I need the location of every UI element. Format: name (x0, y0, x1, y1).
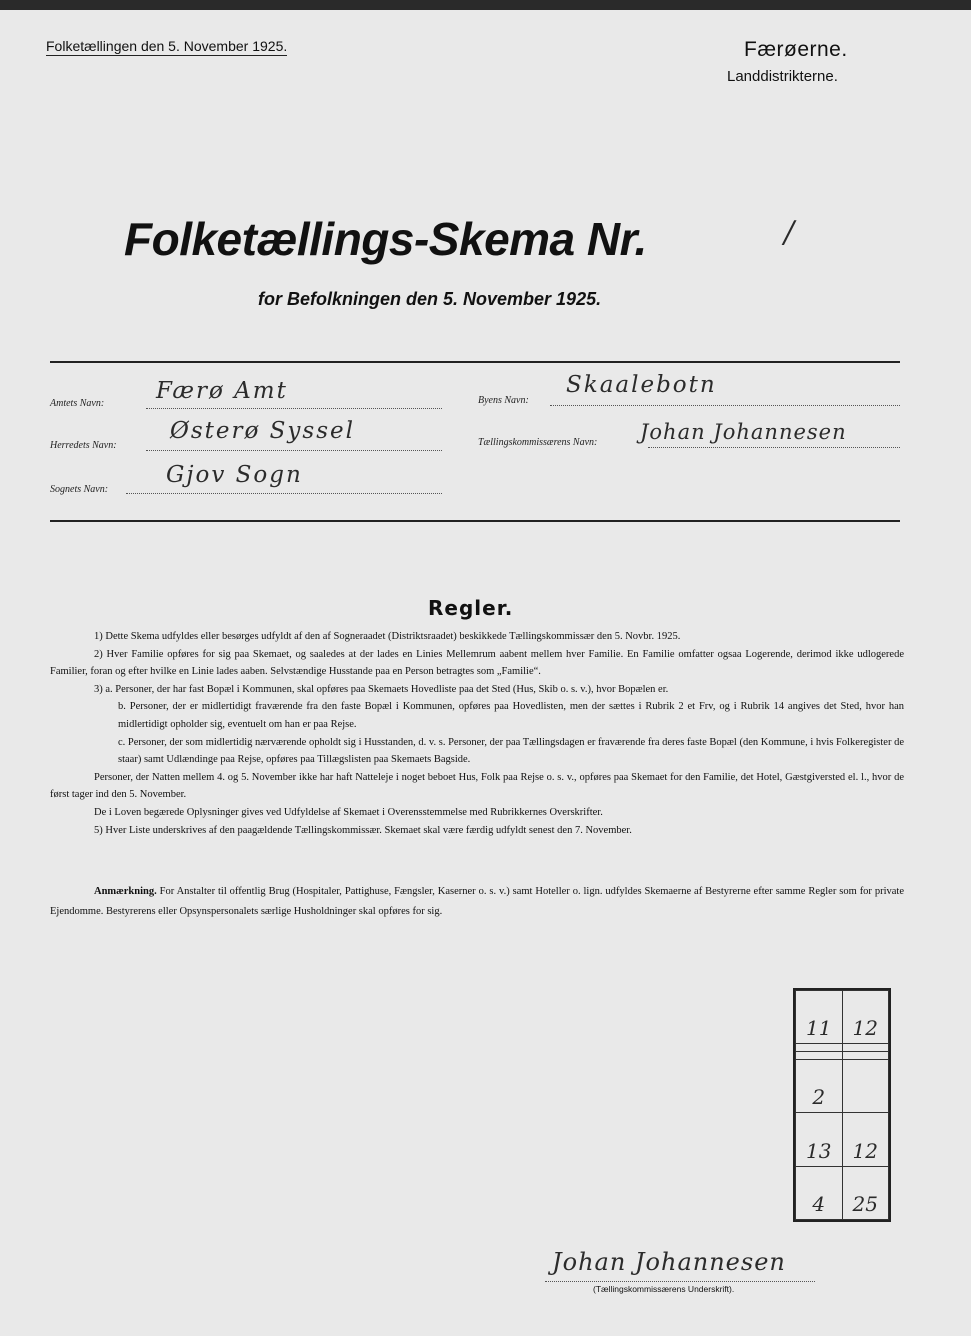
by-label: Byens Navn: (478, 395, 529, 406)
tally-row (796, 1166, 889, 1219)
kommissaer-value: Johan Johannesen (640, 420, 847, 444)
tally-table (795, 990, 889, 1220)
rule-3b: b. Personer, der er midlertidigt fraværende fra den faste Bopæl i Kommunen, opføres paa Hovedlisten, men der sættes i Rubrik 2 et Frv, og i Rubrik 14 angives det Sted, hvor han midlertidigt opholder sig, eventuelt om han er paa Rejse. (118, 701, 904, 730)
tally-cell: 11 (796, 991, 843, 1044)
note-text: For Anstalter til offentlig Brug (Hospitaler, Pattighuse, Fængsler, Kaserner o. s. v.) samt Hoteller o. lign. udfyldes Skemaerne af Bestyrerne efter samme Regler som for private Ejendomme. Bestyrerens eller Opsynspersonalets særlige Husholdninger skal opføres for sig. (50, 886, 905, 917)
rule-3d: Personer, der Natten mellem 4. og 5. November ikke har haft Natteleje i noget beboet Hus, Folk paa Rejse o. s. v., opføres paa Skemaet for den Familie, det Hotel, Gæstgiversted el. l., hvor de først tager ind den 5. November. (50, 771, 904, 801)
amt-value: Færø Amt (156, 378, 288, 404)
amt-label: Amtets Navn: (50, 398, 105, 409)
tally-cell: 12 (842, 991, 889, 1044)
rule-2: 2) Hver Familie opføres for sig paa Skemaet, og saaledes at der lades en Linies Mellemrum aabent mellem hver Familie. En Familie omfatter ogsaa Logerende, derimod ikke udlogerede Familier, foran og efter hvilke en Linie lades aaben. Selvstændige Husstande paa en Person betragtes som „Familie“. (50, 648, 904, 678)
tally-row (796, 1113, 889, 1166)
tally-cell (842, 1059, 889, 1112)
form-subtitle: for Befolkningen den 5. November 1925. (258, 289, 602, 309)
tally-row (796, 1059, 889, 1112)
tally-cell: 25 (842, 1166, 889, 1219)
note-label: Anmærkning. (94, 886, 157, 897)
tally-row (796, 991, 889, 1044)
tally-cell: 2 (796, 1059, 843, 1112)
tally-row (796, 1044, 889, 1052)
kommissaer-label: Tællingskommissærens Navn: (478, 437, 598, 448)
tally-cell: 4 (796, 1166, 843, 1219)
sogn-label: Sognets Navn: (50, 484, 109, 495)
rule-3a: 3) a. Personer, der har fast Bopæl i Kommunen, skal opføres paa Skemaets Hovedliste paa det Sted (Hus, Skib o. s. v.), hvor Bopælen er. (94, 683, 669, 695)
signature-caption: (Tællingskommissærens Underskrift). (593, 1284, 735, 1294)
tally-cell (842, 1052, 889, 1060)
rule-1: 1) Dette Skema udfyldes eller besørges udfyldt af den af Sogneraadet (Distriktsraadet) beskikkede Tællingskommissær den 5. Novbr. 1925. (94, 631, 681, 642)
rule-3c: c. Personer, der som midlertidig nærværende opholdt sig i Husstanden, d. v. s. Personer, der paa Tællingsdagen er fraværende fra deres faste Bopæl (den Kommune, i hvis Folkeregister de staar) samt Udlændinge paa Rejse, opføres paa Tillægslisten paa Skemaets Bagside. (118, 736, 904, 766)
amt-line (146, 408, 442, 409)
sogn-line (126, 493, 442, 494)
tally-row (796, 1052, 889, 1060)
field-section-bottom-rule (50, 520, 900, 522)
region-title: Færøerne. (744, 38, 848, 61)
rules-heading: Regler. (428, 596, 514, 620)
rules-body (50, 628, 904, 839)
note-paragraph (50, 882, 904, 922)
herred-value: Østerø Syssel (170, 418, 355, 444)
census-date-line: Folketællingen den 5. November 1925. (46, 38, 288, 54)
tally-grid (793, 988, 891, 1222)
field-section-top-rule (50, 361, 900, 363)
form-number-handwritten: / (784, 215, 797, 250)
by-line (550, 405, 900, 406)
tally-cell: 13 (796, 1113, 843, 1166)
signature-line (545, 1281, 815, 1282)
tally-cell: 12 (842, 1113, 889, 1166)
rule-4: De i Loven begærede Oplysninger gives ved Udfyldelse af Skemaet i Overensstemmelse med Rubrikkernes Overskrifter. (94, 806, 603, 818)
by-value: Skaalebotn (566, 372, 717, 398)
rule-5: 5) Hver Liste underskrives af den paagældende Tællingskommissær. Skemaet skal være færdig udfyldt senest den 7. November. (94, 824, 632, 836)
tally-cell (796, 1044, 843, 1052)
scan-top-edge (0, 0, 971, 10)
note-block (50, 882, 904, 922)
herred-line (146, 450, 442, 451)
region-subtitle: Landdistrikterne. (727, 68, 838, 85)
kommissaer-line (648, 447, 900, 448)
tally-cell (842, 1044, 889, 1052)
form-title: Folketællings-Skema Nr. (124, 213, 647, 265)
herred-label: Herredets Navn: (50, 440, 117, 451)
sogn-value: Gjov Sogn (166, 462, 303, 488)
tally-cell (796, 1052, 843, 1060)
signature: Johan Johannesen (552, 1248, 786, 1276)
